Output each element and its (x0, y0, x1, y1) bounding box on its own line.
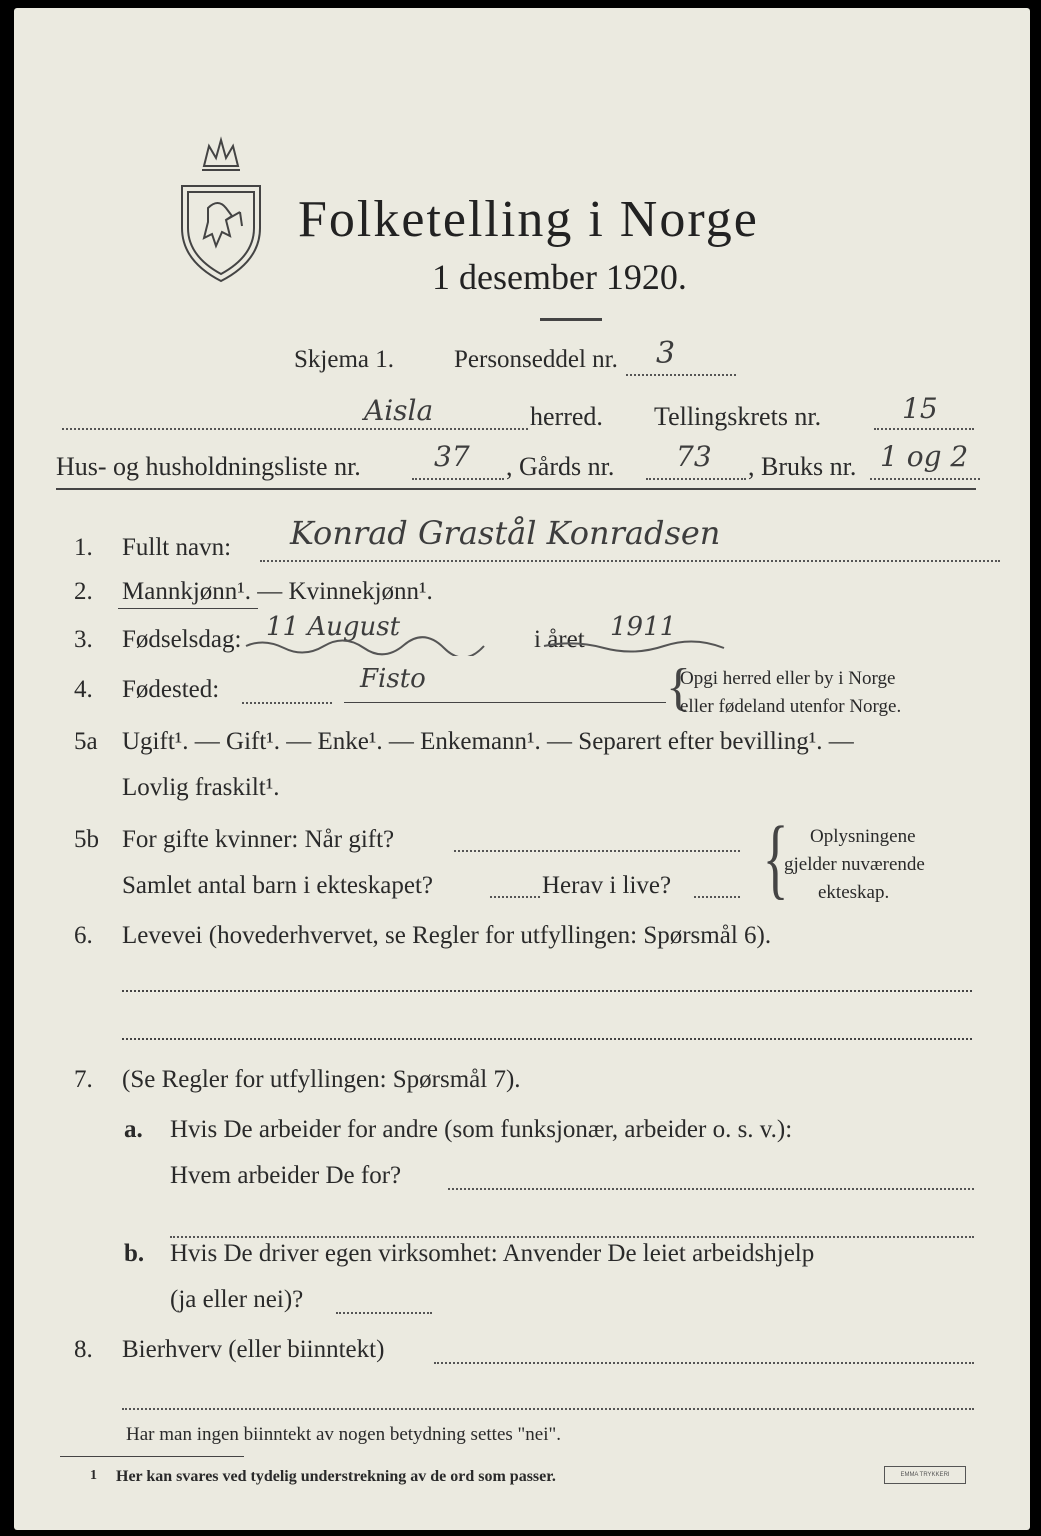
hus-dots (412, 478, 504, 480)
q5a-label: Ugift¹. — Gift¹. — Enke¹. — Enkemann¹. — Separert efter bevilling¹. — (122, 728, 854, 755)
q4-note-2: eller fødeland utenfor Norge. (680, 696, 902, 717)
q2-label: Mannkjønn¹. — Kvinnekjønn¹. (122, 578, 433, 605)
footnote-rule (60, 1456, 244, 1457)
q1-value: Konrad Grastål Konradsen (290, 514, 721, 552)
q7a-letter: a. (124, 1116, 143, 1143)
note-text: Har man ingen biinntekt av nogen betydning settes "nei". (126, 1424, 561, 1445)
skjema-label: Skjema 1. (294, 346, 394, 373)
hus-value: 37 (434, 440, 470, 473)
q6-label: Levevei (hovederhvervet, se Regler for utfyllingen: Spørsmål 6). (122, 922, 772, 949)
footnote-mark: 1 (90, 1468, 97, 1483)
q5b-brace: { (762, 809, 789, 908)
q7a-label-2: Hvem arbeider De for? (170, 1162, 402, 1189)
q5b-label-1: For gifte kvinner: Når gift? (122, 826, 395, 853)
q5b-label-2: Samlet antal barn i ekteskapet? (122, 872, 433, 899)
q3-number: 3. (74, 626, 93, 653)
q7b-letter: b. (124, 1240, 145, 1267)
q5a-label-2: Lovlig fraskilt¹. (122, 774, 280, 801)
q7-number: 7. (74, 1066, 93, 1093)
herred-label: herred. (530, 402, 603, 431)
coat-of-arms-icon (174, 136, 268, 286)
personseddel-value: 3 (656, 336, 676, 371)
q4-label: Fødested: (122, 676, 220, 703)
q1-number: 1. (74, 534, 93, 561)
gards-dots (646, 478, 746, 480)
census-form (14, 8, 1030, 1530)
herred-dots (62, 428, 528, 430)
q5b-dots-2 (490, 896, 540, 898)
q5b-label-3: Herav i live? (542, 872, 672, 899)
q7b-dots (336, 1312, 432, 1314)
q3-value: 11 August (266, 612, 401, 642)
q5b-note-1: Oplysningene (810, 826, 916, 847)
q2-underline (118, 608, 258, 609)
q2-number: 2. (74, 578, 93, 605)
header-rule (56, 488, 976, 490)
q1-label: Fullt navn: (122, 534, 232, 561)
q7b-label-2: (ja eller nei)? (170, 1286, 304, 1313)
q1-dots (260, 560, 1000, 562)
q3-label: Fødselsdag: (122, 626, 242, 653)
q4-value: Fisto (360, 664, 426, 694)
q8-dots-2 (122, 1408, 974, 1410)
printer-stamp: EMMA TRYKKERI (884, 1466, 966, 1484)
bruks-value: 1 og 2 (880, 440, 969, 473)
q5b-note-3: ekteskap. (818, 882, 890, 903)
q8-number: 8. (74, 1336, 93, 1363)
q5b-note-2: gjelder nuværende (784, 854, 925, 875)
personseddel-label: Personseddel nr. (454, 346, 618, 373)
q5b-dots-1 (454, 850, 740, 852)
q7a-label: Hvis De arbeider for andre (som funksjonær, arbeider o. s. v.): (170, 1116, 793, 1143)
tellingskrets-dots (874, 428, 974, 430)
q3-scribble (244, 636, 744, 656)
footnote-text: Her kan svares ved tydelig understrekning av de ord som passer. (116, 1468, 556, 1485)
divider (540, 318, 602, 321)
gards-label: , Gårds nr. (506, 452, 615, 481)
q3-year-value: 1911 (610, 612, 677, 642)
q7a-dots-2 (170, 1236, 974, 1238)
form-date: 1 desember 1920. (432, 257, 687, 297)
gards-value: 73 (676, 440, 712, 473)
bruks-label: , Bruks nr. (748, 452, 857, 481)
hus-label: Hus- og husholdningsliste nr. (56, 452, 361, 481)
q4-note-1: Opgi herred eller by i Norge (680, 668, 896, 689)
q5b-dots-3 (694, 896, 740, 898)
q5a-number: 5a (74, 728, 98, 755)
q6-line-2 (122, 1038, 972, 1040)
form-title: Folketelling i Norge (298, 191, 759, 248)
bruks-dots (870, 478, 980, 480)
q7b-label: Hvis De driver egen virksomhet: Anvender De leiet arbeidshjelp (170, 1240, 815, 1267)
q4-line (344, 702, 666, 703)
tellingskrets-value: 15 (902, 392, 938, 425)
q7-label: (Se Regler for utfyllingen: Spørsmål 7). (122, 1066, 521, 1093)
q7a-dots-1 (448, 1188, 974, 1190)
q4-number: 4. (74, 676, 93, 703)
q5b-number: 5b (74, 826, 99, 853)
q4-brace: { (666, 659, 691, 716)
q8-dots-1 (434, 1362, 974, 1364)
q8-label: Bierhverv (eller biinntekt) (122, 1336, 385, 1363)
personseddel-dots (626, 374, 736, 376)
q3-year-label: i året (534, 626, 585, 653)
tellingskrets-label: Tellingskrets nr. (654, 402, 822, 431)
q6-line-1 (122, 990, 972, 992)
q6-number: 6. (74, 922, 93, 949)
herred-value: Aisla (364, 394, 434, 427)
q4-dots-a (242, 702, 332, 704)
